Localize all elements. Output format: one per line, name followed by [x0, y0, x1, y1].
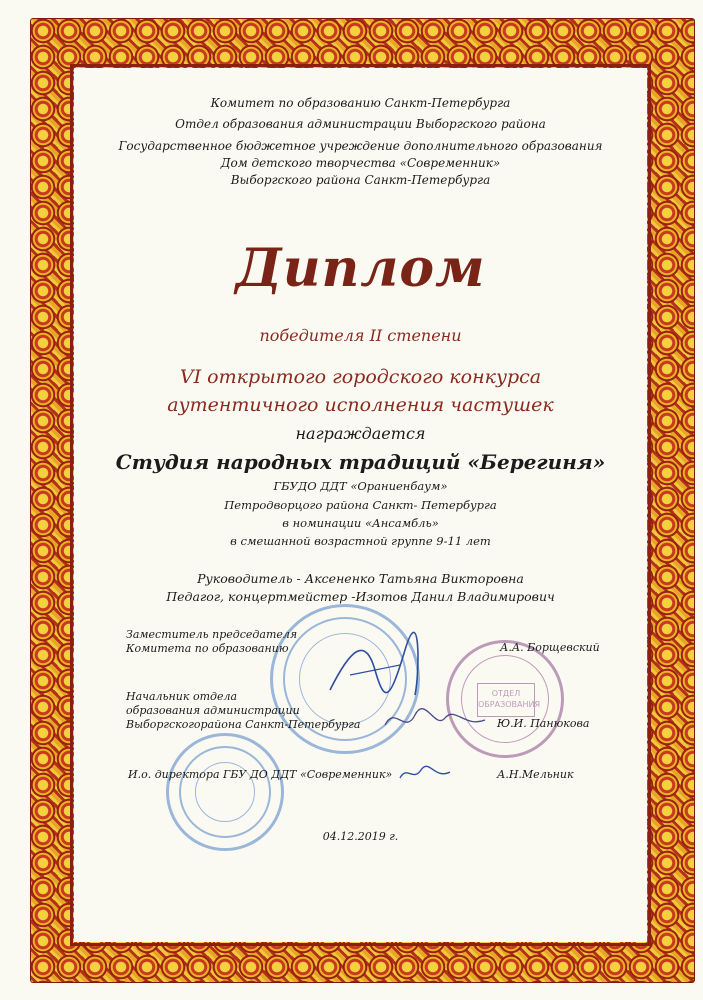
header-house: Дом детского творчества «Современник»: [220, 156, 501, 170]
signer2-title-1: Начальник отдела: [126, 690, 238, 703]
degree-line: победителя II степени: [259, 326, 462, 345]
signer1-title-2: Комитета по образованию: [126, 642, 289, 655]
signer3-name: А.Н.Мельник: [497, 768, 574, 781]
header-committee: Комитет по образованию Санкт-Петербурга: [210, 96, 511, 110]
signer3-title: И.о. директора ГБУ ДО ДДТ «Современник»: [128, 768, 393, 781]
signer2-title-3: Выборгскогорайона Санкт-Петербурга: [126, 718, 361, 731]
diploma-title: Диплом: [235, 238, 486, 299]
details-school: ГБУДО ДДТ «Ораниенбаум»: [273, 479, 448, 493]
department-stamp-seal: [446, 640, 564, 758]
signer1-name: А.А. Борщевский: [500, 641, 600, 654]
signature-melnik: [395, 760, 455, 785]
details-nomination: в номинации «Ансамбль»: [282, 516, 439, 530]
details-district: Петродворцого района Санкт- Петербурга: [224, 498, 497, 512]
staff-teacher: Педагог, концертмейстер -Изотов Данил Владимирович: [166, 589, 555, 604]
details-age-group: в смешанной возрастной группе 9-11 лет: [230, 534, 491, 548]
signer2-name: Ю.И. Панюкова: [497, 717, 590, 730]
recipient-name: Студия народных традиций «Берегиня»: [115, 450, 606, 474]
issue-date: 04.12.2019 г.: [322, 830, 399, 843]
staff-leader: Руководитель - Аксененко Татьяна Викторовна: [197, 571, 524, 586]
contest-line-1: VI открытого городского конкурса: [179, 366, 542, 388]
signer2-title-2: образования администрации: [126, 704, 300, 717]
awarded-label: награждается: [295, 424, 426, 443]
signer1-title-1: Заместитель председателя: [126, 628, 298, 641]
signature-panyukova: [380, 700, 490, 740]
signature-borshchevsky: [320, 630, 430, 710]
contest-line-2: аутентичного исполнения частушек: [167, 394, 554, 416]
header-district: Выборгского района Санкт-Петербурга: [230, 173, 491, 187]
header-institution: Государственное бюджетное учреждение дополнительного образования: [118, 139, 603, 153]
stamp-box-text: ОТДЕЛ ОБРАЗОВАНИЯ: [477, 683, 535, 717]
header-department: Отдел образования администрации Выборгского района: [175, 117, 546, 131]
